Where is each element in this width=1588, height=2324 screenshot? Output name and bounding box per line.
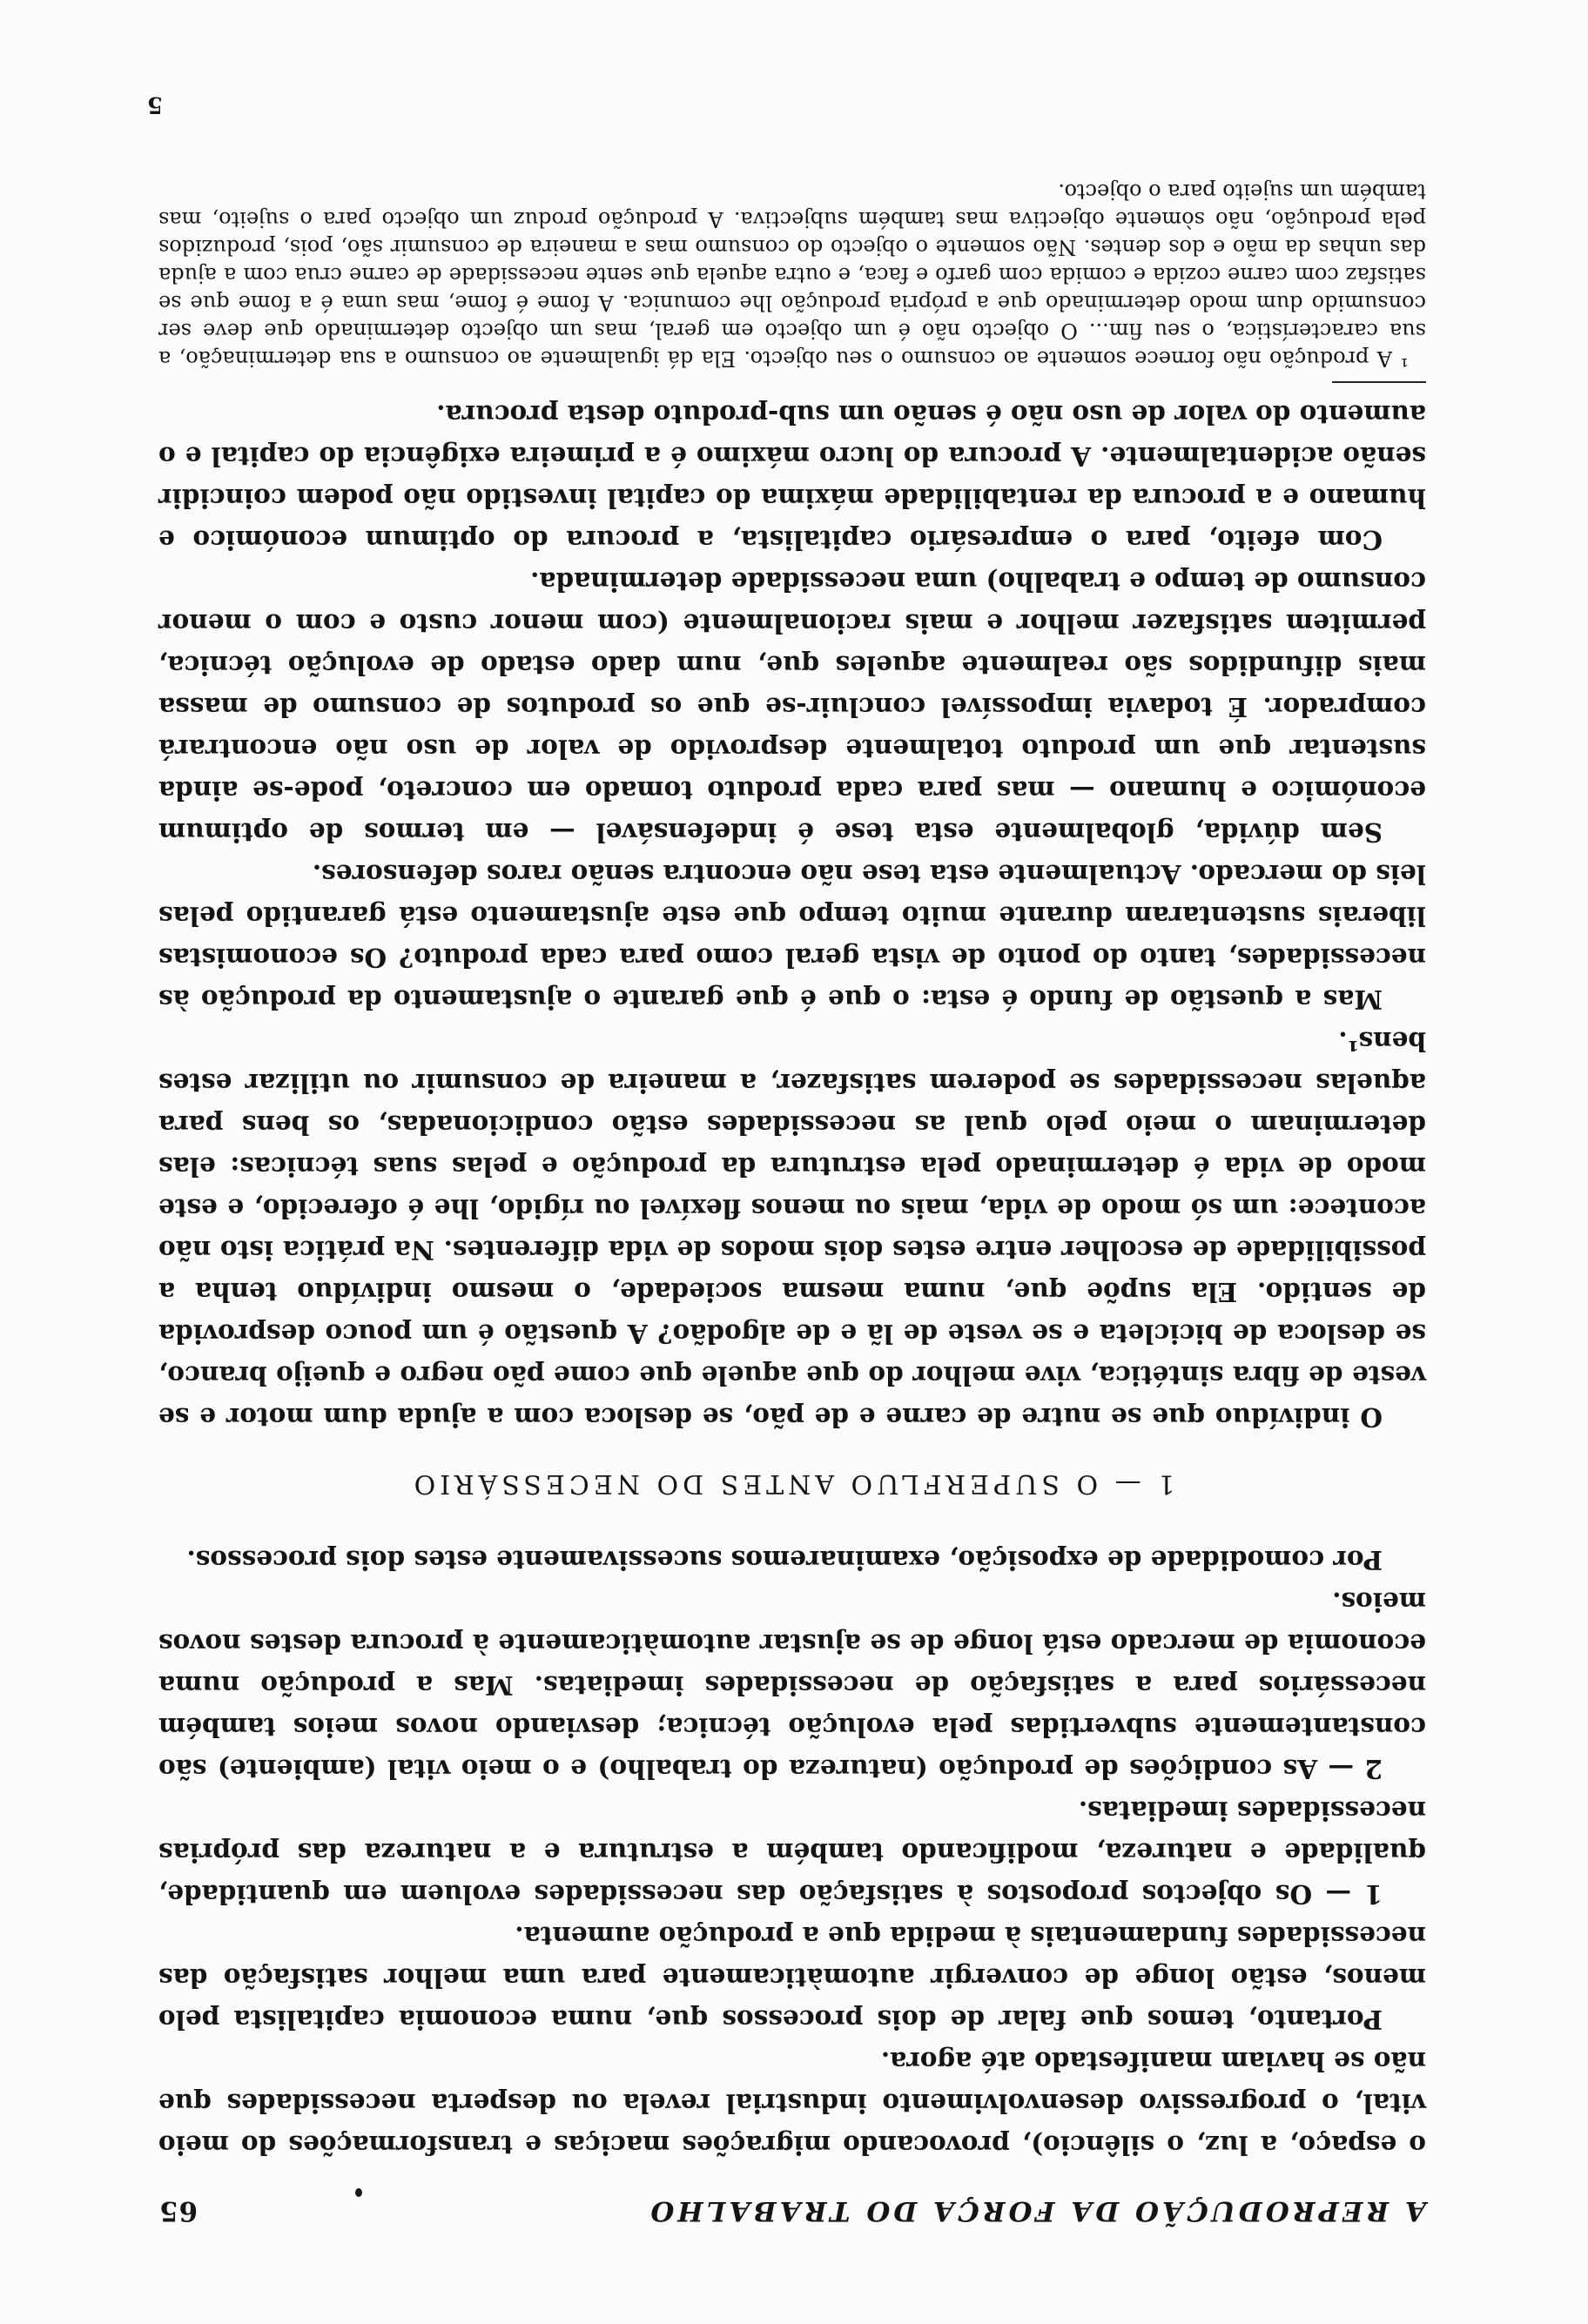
- paragraph: o espaço, a luz, o silêncio), provocando migrações maciças e transformações do meio vital, o progressivo desenvolvimento industrial revela ou desperta necessidades que não se haviam manifestado até agora.: [158, 2046, 1426, 2160]
- section-heading: 1 — O SUPERFLUO ANTES DO NECESSÁRIO: [409, 1468, 1175, 1499]
- paragraph: Sem dúvida, globalmente esta tese é indefensável — em termos de optimum económico e humano — mas para cada produto tomado em concreto, pode-se ainda sustentar que um produto totalmente desprovido de valor de uso não encontrará comprador. É todavia impossível concluir-se que os produtos de consumo de massa mais difundidos são realmente aqueles que, num dado estado de evolução técnica, permitem satisfazer melhor e mais racionalmente (com menor custo e com o menor consumo de tempo e trabalho) uma necessidade determinada.: [158, 567, 1426, 848]
- paragraph: O indivíduo que se nutre de carne e de pão, se desloca com a ajuda dum motor e se veste de fibra sintética, vive melhor do que aquele que come pão negro e queijo branco, se desloca de bicicleta e se veste de lã e de algodão? A questão é um pouco desprovida de sentido. Ela supõe que, numa mesma sociedade, o mesmo indivíduo tenha a possibilidade de escolher entre estes dois modos de vida diferentes. Na prática isto não acontece: um só modo de vida, mais ou menos flexível ou rígido, lhe é oferecido, e este modo de vida é determinado pela estrutura da produção e pelas suas técnicas: elas determinam o meio pelo qual as necessidades estão condicionadas, os bens para aquelas necessidades se poderem satisfazer, a maneira de consumir ou utilizar estes bens¹.: [158, 1026, 1426, 1433]
- paragraph: 1 — Os objectos propostos à satisfação das necessidades evoluem em quantidade, qualidade e natureza, modificando também a estrutura e a natureza das próprias necessidades imediatas.: [158, 1796, 1426, 1910]
- page-number: 65: [158, 2195, 198, 2227]
- paragraph: Mas a questão de fundo é esta: o que é que garante o ajustamento da produção às necessidades, tanto do ponto de vista geral como para cada produto? Os economistas liberais sustentaram durante muito tempo que este ajustamento está garantido pelas leis do mercado. Actualmente esta tese não encontra senão raros defensores.: [158, 859, 1426, 1015]
- footnote: [158, 178, 1426, 373]
- running-title: A REPRODUÇÃO DA FORÇA DO TRABALHO: [647, 2195, 1426, 2227]
- page-header: [158, 2183, 1426, 2227]
- footnote-text: ¹ A produção não fornece somente ao consumo o seu objecto. Ela dá igualmente ao consumo a sua determinação, a sua característica, o seu fim... O objecto não é um objecto em geral, mas um objecto determinado que deve ser consumido dum modo determinado que a própria produção lhe comunica. A fome é fome, mas uma é a fome que se satisfaz com carne cozida e comida com garfo e faca, e outra aquela que sente necessidade de carne crua com a ajuda das unhas da mão e dos dentes. Não somente o objecto do consumo mas a maneira de consumir são, pois, produzidos pela produção, não sòmente objectiva mas também subjectiva. A produção produz um objecto para o sujeito, mas também um sujeito para o objecto.: [158, 179, 1426, 371]
- paragraph: Por comodidade de exposição, examinaremos sucessivamente estes dois processos.: [186, 1545, 1383, 1575]
- ink-mark: [355, 2188, 362, 2197]
- footnote-rule: [1332, 381, 1426, 383]
- body-text: [158, 178, 1426, 2166]
- paragraph: 2 — As condições de produção (natureza do trabalho) e o meio vital (ambiente) são constantemente subvertidas pela evolução técnica; desviando novos meios também necessários para a satisfação de necessidades imediatas. Mas a produção numa economia de mercado está longe de se ajustar automàticamente à procura destes novos meios.: [158, 1587, 1426, 1784]
- folio-number: 5: [146, 91, 163, 118]
- paragraph: Com efeito, para o empresário capitalista, a procura do optimum económico e humano e a procura da rentabilidade máxima do capital investido não podem coincidir senão acidentalmente. A procura do lucro máximo é a primeira exigência do capital e o aumento do valor de uso não é senão um sub-produto desta procura.: [158, 400, 1426, 555]
- paragraph: Portanto, temos que falar de dois processos que, numa economia capitalista pelo menos, estão longe de convergir automàticamente para uma melhor satisfação das necessidades fundamentais à medida que a produção aumenta.: [158, 1921, 1426, 2035]
